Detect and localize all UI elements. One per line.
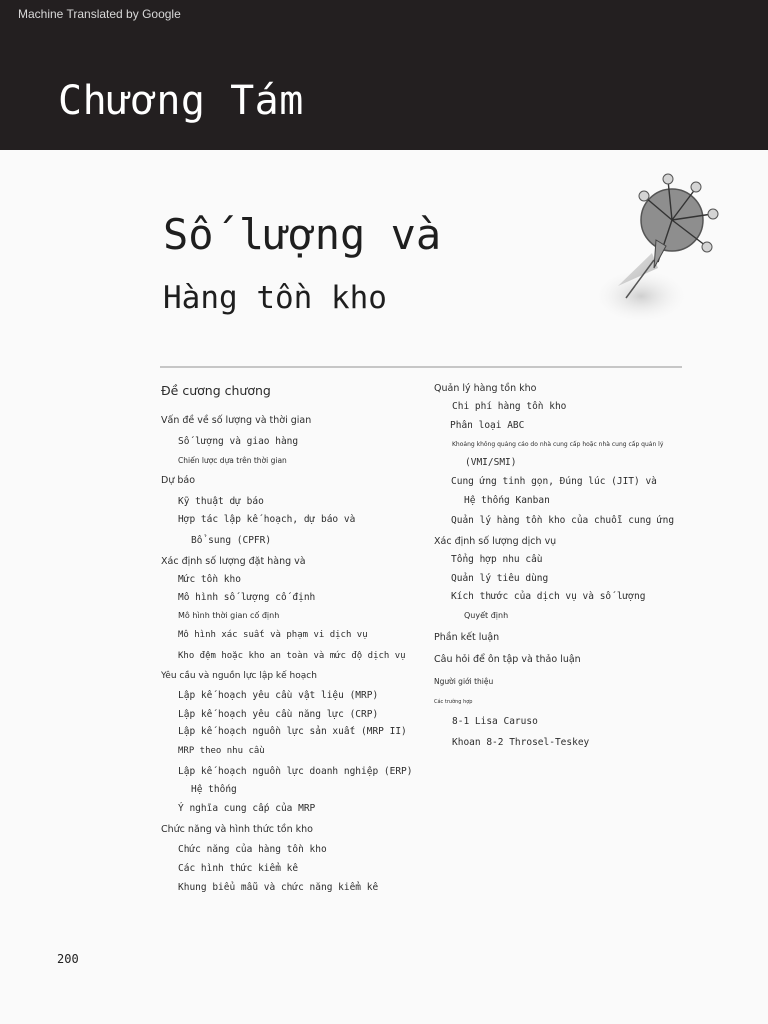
chapter-title-line2: Hàng tồn kho [163,280,387,316]
outline-left-item: Ý nghĩa cung cấp của MRP [178,803,316,814]
outline-right-item: Khoảng không quảng cáo do nhà cung cấp hoặc nhà cung cấp quản lý [452,441,664,448]
outline-right-item: Các trường hợp [434,699,473,705]
outline-left-item: Xác định số lượng đặt hàng và [161,556,306,567]
outline-right-item: Quản lý hàng tồn kho của chuỗi cung ứng [451,515,675,526]
chapter-label: Chương Tám [58,78,304,124]
outline-left-item: Hệ thống [191,784,237,795]
outline-left-item: Bổ sung (CPFR) [191,535,272,546]
outline-right-item: (VMI/SMI) [465,457,517,468]
outline-left-item: Mô hình số lượng cố định [178,592,316,603]
outline-left-item: Kỹ thuật dự báo [178,496,264,507]
outline-right-item: Kích thước của dịch vụ và số lượng [451,591,646,602]
outline-right-item: Chi phí hàng tồn kho [452,401,567,412]
outline-left-item: Chiến lược dựa trên thời gian [178,456,287,465]
outline-right-item: Người giới thiệu [434,677,494,686]
outline-left-column [161,380,426,897]
outline-left-item: Lập kế hoạch nguồn lực doanh nghiệp (ERP) [178,766,413,777]
outline-right-item: Phần kết luận [434,632,500,643]
outline-left-item: Mô hình thời gian cố định [178,611,280,620]
chapter-emblem-icon [596,168,736,328]
translation-note: Machine Translated by Google [18,7,181,21]
outline-left-item: Kho đệm hoặc kho an toàn và mức độ dịch vụ [178,651,406,661]
outline-left-item: Lập kế hoạch yêu cầu vật liệu (MRP) [178,690,379,701]
title-divider [160,366,682,368]
outline-left-list [161,410,426,897]
outline-right-item: Tổng hợp nhu cầu [451,554,543,565]
outline-left-item: Các hình thức kiểm kê [178,863,299,874]
outline-left-item: Vấn đề về số lượng và thời gian [161,415,312,426]
outline-left-item: Lập kế hoạch yêu cầu năng lực (CRP) [178,709,379,720]
outline-right-item: Cung ứng tinh gọn, Đúng lúc (JIT) và [451,476,657,487]
chapter-banner [0,0,768,150]
outline-right-item: Xác định số lượng dịch vụ [434,536,557,547]
outline-left-item: Khung biểu mẫu và chức năng kiểm kê [178,882,379,893]
outline-right-list [434,380,734,753]
outline-heading: Đề cương chương [161,383,271,398]
page-number: 200 [57,952,79,966]
outline-left-item: Hợp tác lập kế hoạch, dự báo và [178,514,356,525]
outline-left-item: Mức tồn kho [178,574,241,585]
outline-right-item: Hệ thống Kanban [464,495,550,506]
outline-left-item: Số lượng và giao hàng [178,436,299,447]
outline-right-item: Quản lý tiêu dùng [451,573,549,584]
outline-left-item: Lập kế hoạch nguồn lực sản xuất (MRP II) [178,726,407,737]
outline-left-item: Chức năng của hàng tồn kho [178,844,327,855]
outline-left-item: Yêu cầu và nguồn lực lập kế hoạch [161,671,317,681]
outline-right-column [434,380,734,753]
chapter-title-line1: Số lượng và [163,210,442,259]
outline-left-item: Mô hình xác suất và phạm vi dịch vụ [178,630,368,640]
outline-right-item: Khoan 8-2 Throsel-Teskey [452,737,590,748]
outline-right-item: Quyết định [464,611,509,620]
outline-left-item: MRP theo nhu cầu [178,746,265,756]
outline-left-item: Dự báo [161,475,196,486]
outline-left-item: Chức năng và hình thức tồn kho [161,824,313,835]
outline-right-item: Phân loại ABC [450,420,525,431]
outline-right-item: 8-1 Lisa Caruso [452,716,538,727]
outline-right-item: Câu hỏi để ôn tập và thảo luận [434,654,581,665]
outline-right-item: Quản lý hàng tồn kho [434,383,537,394]
